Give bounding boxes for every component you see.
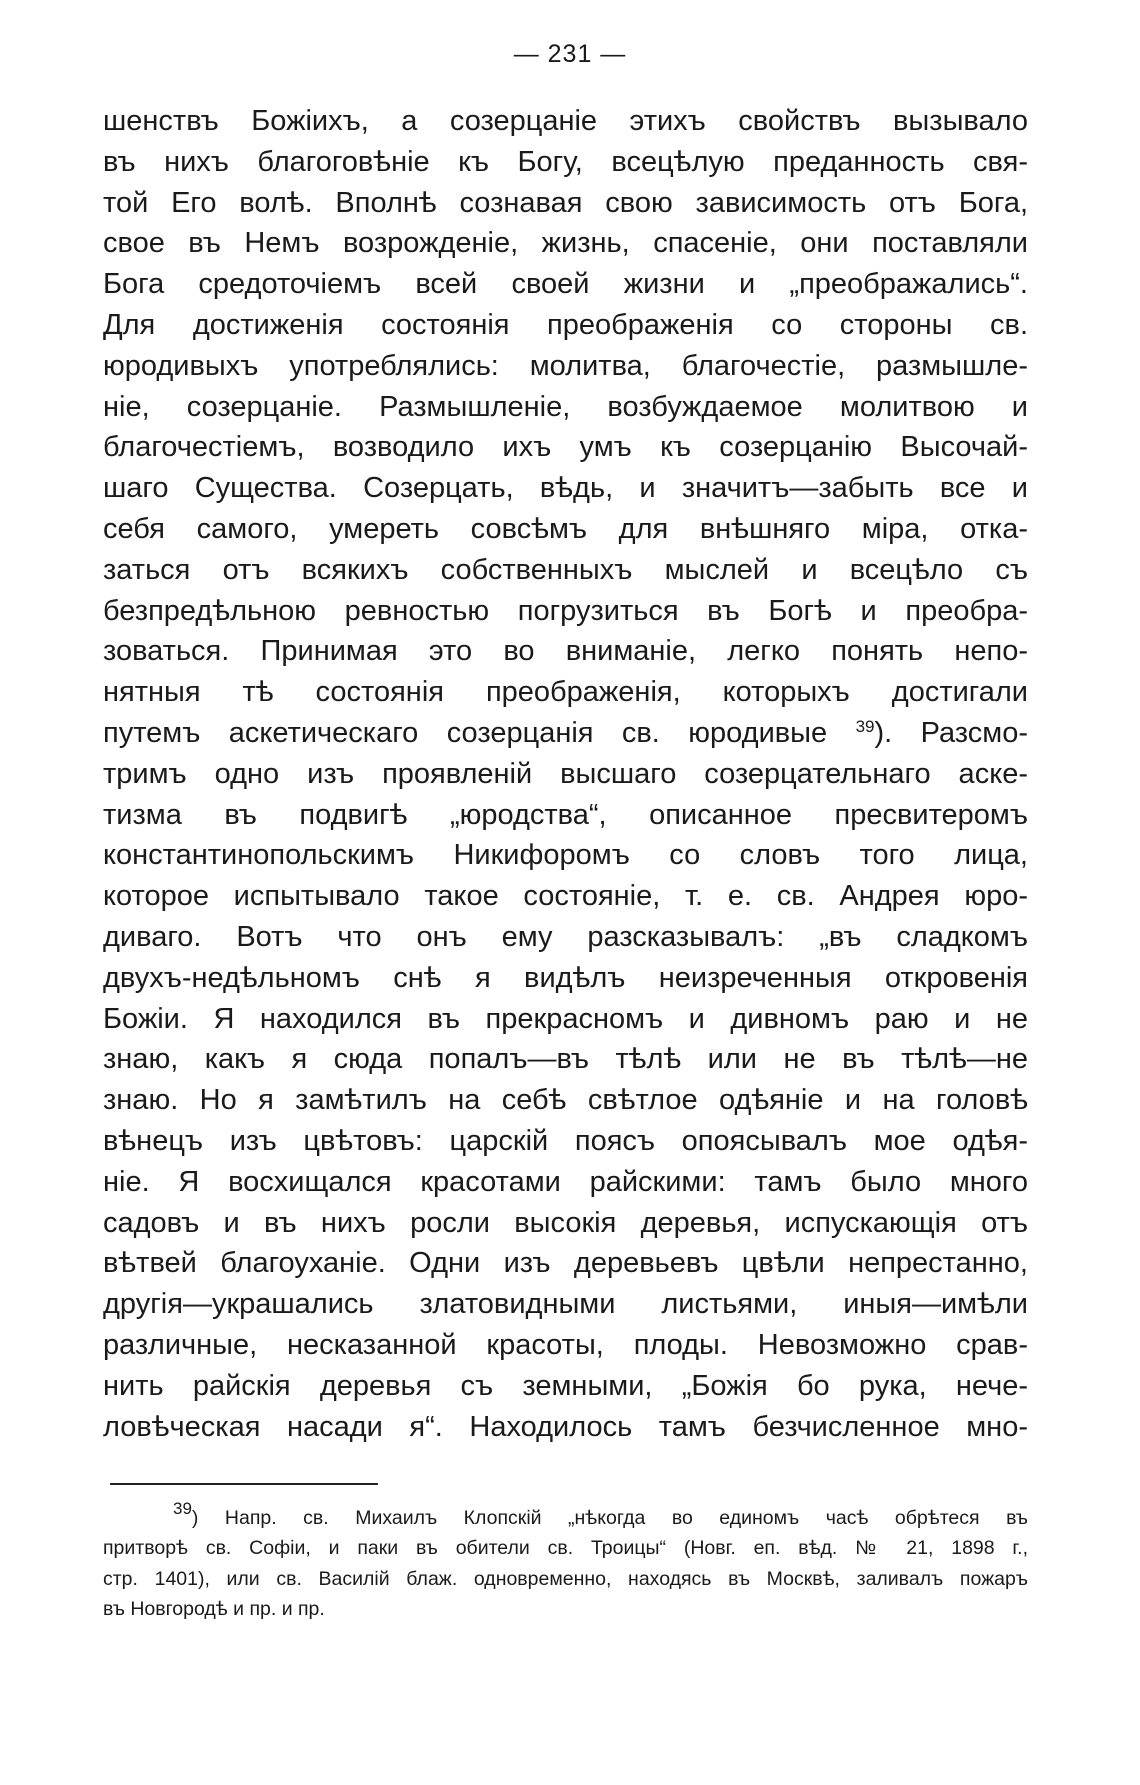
- text-line: ловѣческая насади я“. Находилось тамъ безчисленное мно-: [103, 1410, 1028, 1443]
- main-text: [103, 101, 1028, 1447]
- text-line: заться отъ всякихъ собственныхъ мыслей и всецѣло съ: [103, 553, 1028, 586]
- text-line: различные, несказанной красоты, плоды. Невозможно срав-: [103, 1328, 1028, 1361]
- text-line: константинопольскимъ Никифоромъ со словъ того лица,: [103, 839, 1028, 872]
- text-segment: путемъ аскетическаго созерцанія св. юродивые: [103, 716, 856, 749]
- text-line: нить райскія деревья съ земными, „Божія бо рука, нече-: [103, 1369, 1028, 1402]
- text-line: знаю. Но я замѣтилъ на себѣ свѣтлое одѣяніе и на головѣ: [103, 1084, 1028, 1117]
- footnote-marker: 39: [173, 1498, 192, 1518]
- page-number: — 231 —: [513, 40, 627, 68]
- text-line: свое въ Немъ возрожденіе, жизнь, спасеніе, они поставляли: [103, 227, 1028, 260]
- text-line: тримъ одно изъ проявленій высшаго созерцательнаго аске-: [103, 757, 1028, 790]
- text-line: вѣнецъ изъ цвѣтовъ: царскій поясъ опоясывалъ мое одѣя-: [103, 1124, 1028, 1157]
- footnote-line: стр. 1401), или св. Василій блаж. одновременно, находясь въ Москвѣ, заливалъ пожаръ: [103, 1567, 1028, 1590]
- text-line: въ нихъ благоговѣніе къ Богу, всецѣлую преданность свя-: [103, 145, 1028, 178]
- text-line: вѣтвей благоуханіе. Одни изъ деревьевъ цвѣли непрестанно,: [103, 1247, 1028, 1280]
- text-line: нятныя тѣ состоянія преображенія, которыхъ достигали: [103, 676, 1028, 709]
- text-line: садовъ и въ нихъ росли высокія деревья, испускающія отъ: [103, 1206, 1028, 1239]
- text-line: себя самого, умереть совсѣмъ для внѣшняго міра, отка-: [103, 512, 1028, 545]
- text-line: ніе. Я восхищался красотами райскими: тамъ было много: [103, 1165, 1028, 1198]
- footnote-reference[interactable]: 39: [855, 716, 875, 736]
- text-line: благочестіемъ, возводило ихъ умъ къ созерцанію Высочай-: [103, 431, 1028, 464]
- text-line: зоваться. Принимая это во вниманіе, легко понять непо-: [103, 635, 1028, 668]
- text-line: тизма въ подвигѣ „юродства“, описанное пресвитеромъ: [103, 798, 1028, 831]
- text-line: которое испытывало такое состояніе, т. е. св. Андрея юро-: [103, 880, 1028, 913]
- text-segment: ). Разсмо-: [874, 716, 1028, 749]
- footnote: [103, 1498, 1028, 1625]
- footnote-line: въ Новгородѣ и пр. и пр.: [103, 1598, 325, 1621]
- footnote-line: притворѣ св. Софіи, и паки въ обители св. Троицы“ (Новг. еп. вѣд. № 21, 1898 г.,: [103, 1537, 1028, 1560]
- text-line: ніе, созерцаніе. Размышленіе, возбуждаемое молитвою и: [103, 390, 1028, 423]
- text-line: безпредѣльною ревностью погрузиться въ Богѣ и преобра-: [103, 594, 1028, 627]
- text-line: другія—украшались златовидными листьями, иныя—имѣли: [103, 1288, 1028, 1321]
- text-line: Божіи. Я находился въ прекрасномъ и дивномъ раю и не: [103, 1002, 1028, 1035]
- text-line: Для достиженія состоянія преображенія со стороны св.: [103, 308, 1028, 341]
- text-line: юродивыхъ употреблялись: молитва, благочестіе, размышле-: [103, 349, 1028, 382]
- text-line: шаго Существа. Созерцать, вѣдь, и значитъ—забыть все и: [103, 472, 1028, 505]
- text-line: знаю, какъ я сюда попалъ—въ тѣлѣ или не въ тѣлѣ—не: [103, 1043, 1028, 1076]
- text-line: двухъ-недѣльномъ снѣ я видѣлъ неизреченныя откровенія: [103, 961, 1028, 994]
- text-line: Бога средоточіемъ всей своей жизни и „преображались“.: [103, 268, 1028, 301]
- footnote-line: [103, 1498, 1028, 1533]
- footnote-divider: [110, 1483, 378, 1485]
- footnote-text: ) Напр. св. Михаилъ Клопскій „нѣкогда во единомъ часѣ обрѣтеся въ: [191, 1507, 1028, 1529]
- text-line: шенствъ Божіихъ, а созерцаніе этихъ свойствъ вызывало: [103, 105, 1028, 137]
- text-line: той Его волѣ. Вполнѣ сознавая свою зависимость отъ Бога,: [103, 186, 1028, 219]
- text-line-with-footnote-ref: [103, 713, 1028, 754]
- text-line: диваго. Вотъ что онъ ему разсказывалъ: „въ сладкомъ: [103, 920, 1028, 953]
